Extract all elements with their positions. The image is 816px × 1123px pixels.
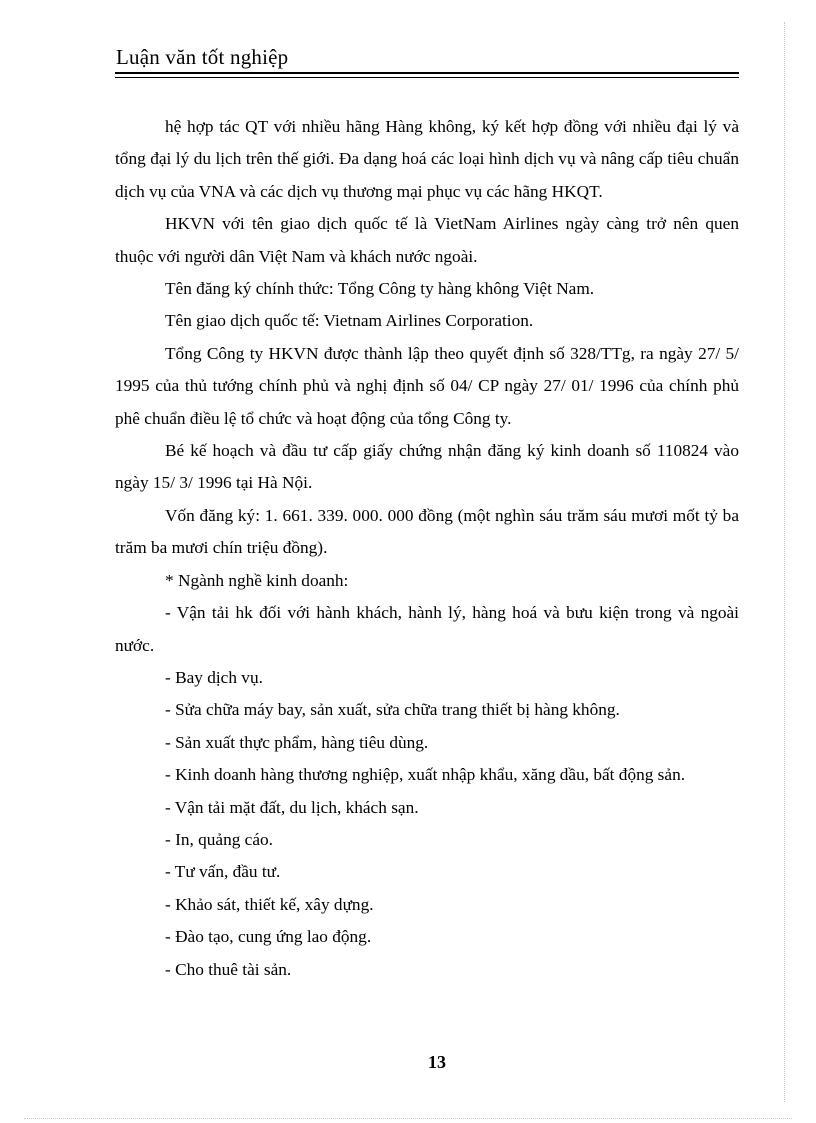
header-rule-thin — [115, 77, 739, 78]
paragraph-official-name: Tên đăng ký chính thức: Tổng Công ty hàng không Việt Nam. — [165, 279, 595, 299]
paragraph-registration: Bé kế hoạch và đầu tư cấp giấy chứng nhận đăng ký kinh doanh số 110824 vào ngày 15/ 3/ 1996 tại Hà Nội. — [115, 441, 739, 493]
paragraph-cooperation: hệ hợp tác QT với nhiều hãng Hàng không, ký kết hợp đồng với nhiều đại lý và tổng đại lý du lịch trên thế giới. Đa dạng hoá các loại hình dịch vụ và nâng cấp tiêu chuẩn dịch vụ của VNA và các dịch vụ thương mại phục vụ các hãng HKQT. — [115, 117, 739, 201]
document-body — [115, 111, 739, 986]
list-item: - Khảo sát, thiết kế, xây dựng. — [165, 894, 374, 914]
running-header-title: Luận văn tốt nghiệp — [116, 45, 289, 69]
list-item: - Bay dịch vụ. — [165, 667, 263, 687]
list-item: - Cho thuê tài sản. — [165, 959, 292, 979]
paragraph-trade-name: HKVN với tên giao dịch quốc tế là VietNam Airlines ngày càng trở nên quen thuộc với người dân Việt Nam và khách nước ngoài. — [115, 214, 739, 266]
list-item: - Vận tải mặt đất, du lịch, khách sạn. — [165, 797, 419, 817]
paragraph-international-name: Tên giao dịch quốc tế: Vietnam Airlines Corporation. — [165, 311, 534, 331]
page-bottom-edge — [24, 1118, 792, 1119]
list-item: - Đào tạo, cung ứng lao động. — [165, 927, 372, 947]
paragraph-establishment: Tổng Công ty HKVN được thành lập theo quyết định số 328/TTg, ra ngày 27/ 5/ 1995 của thủ tướng chính phủ và nghị định số 04/ CP ngày 27/ 01/ 1996 của chính phủ phê chuẩn điều lệ tổ chức và hoạt động của tổng Công ty. — [115, 343, 739, 428]
list-item: - In, quảng cáo. — [165, 829, 273, 849]
list-item: - Sản xuất thực phẩm, hàng tiêu dùng. — [165, 732, 429, 752]
paragraph-capital: Vốn đăng ký: 1. 661. 339. 000. 000 đồng (một nghìn sáu trăm sáu mươi mốt tỷ ba trăm ba mươi chín triệu đồng). — [115, 505, 739, 558]
list-item: - Vận tải hk đối với hành khách, hành lý, hàng hoá và bưu kiện trong và ngoài nước. — [115, 603, 739, 655]
list-item: - Tư vấn, đầu tư. — [165, 862, 281, 882]
business-lines-heading: * Ngành nghề kinh doanh: — [165, 570, 349, 590]
list-item: - Kinh doanh hàng thương nghiệp, xuất nhập khẩu, xăng dầu, bất động sản. — [165, 765, 686, 785]
page-number: 13 — [428, 1052, 446, 1072]
header-rule-thick — [115, 72, 739, 74]
list-item: - Sửa chữa máy bay, sản xuất, sửa chữa trang thiết bị hàng không. — [165, 700, 620, 720]
